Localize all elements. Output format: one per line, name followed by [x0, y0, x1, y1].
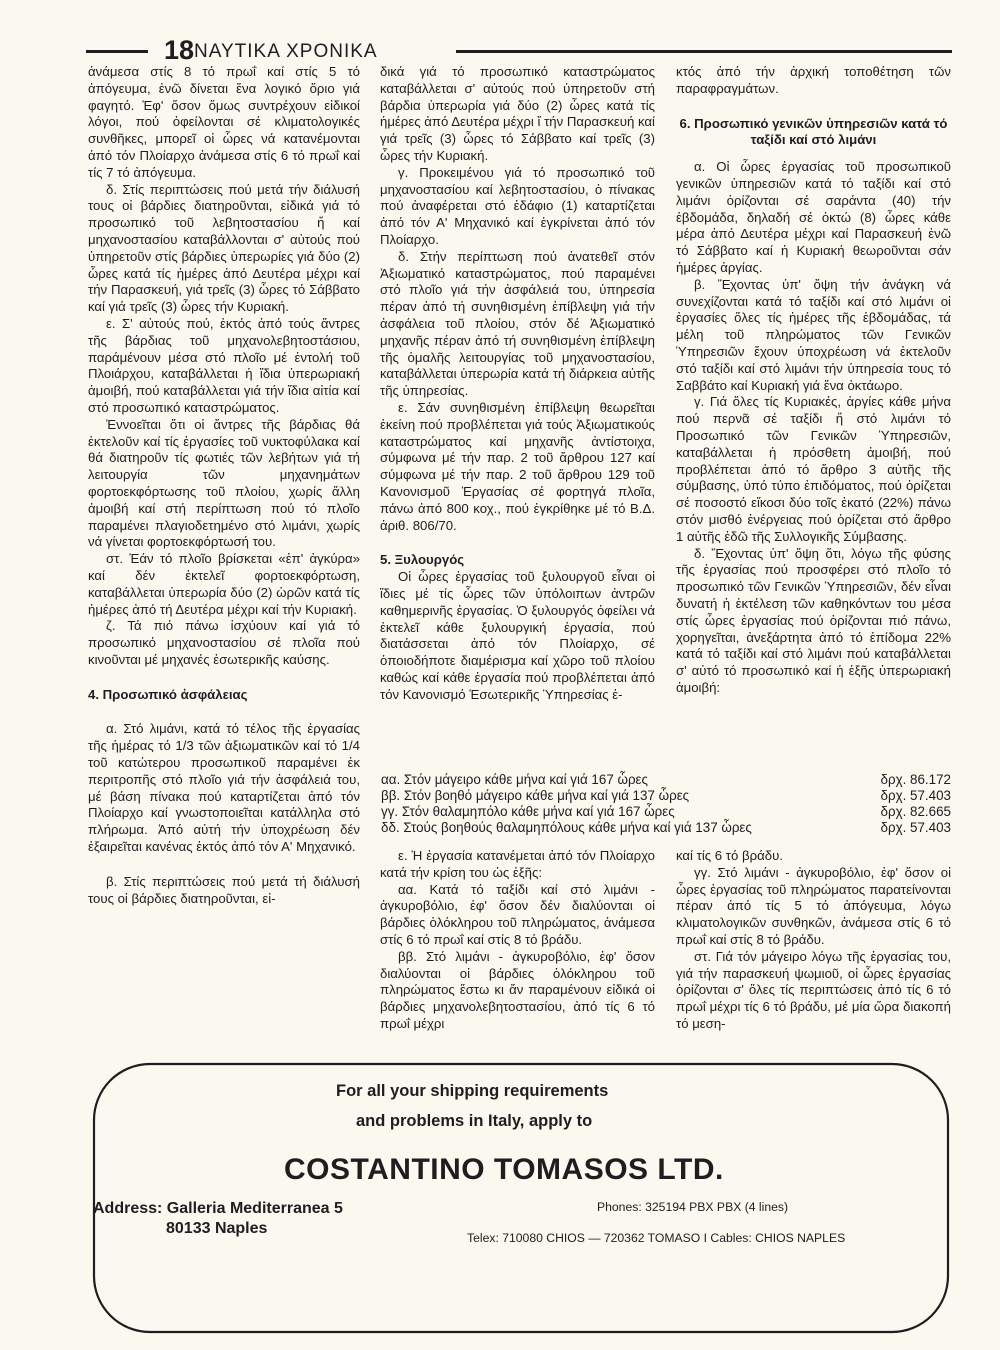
page-header [86, 36, 952, 66]
paragraph: β. Ἔχοντας ὑπ' ὄψη τήν ἀνάγκη νά συνεχίζονται κατά τό ταξίδι καί στό λιμάνι οἱ ἐργασίες ὅλες τίς ἡμέρες τῆς ἑβδομάδας, τά μέλη τοῦ πληρώματος τῶν Γενικῶν Ὑπηρεσιῶν ἔχουν ὑποχρέωση νά ἐκτελοῦν στό ταξίδι καί στό λιμάνι τήν ὑπηρεσία τους τό Σαββάτο καί Κυριακή γιά ἕνα ὀκτάωρο. [676, 276, 951, 393]
header-rule-right [456, 50, 952, 53]
wage-amount: δρχ. 57.403 [880, 788, 951, 803]
paragraph: ζ. Τά πιό πάνω ἰσχύουν καί γιά τό προσωπικό μηχανοστασίου σέ πλοῖα πού κινοῦνται μέ μηχανές ἐσωτερικῆς καύσης. [88, 618, 360, 667]
wage-table [381, 772, 951, 836]
wage-row [381, 804, 951, 820]
article-column-2 [380, 64, 655, 703]
section-heading-5: 5. Ξυλουργός [380, 552, 465, 568]
wage-row [381, 820, 951, 836]
paragraph: στ. Ἐάν τό πλοῖο βρίσκεται «ἐπ' ἀγκύρα» καί δέν ἐκτελεῖ φορτοεκφόρτωση, καταβάλλεται ὑπερωρία δύο (2) ὡρῶν κατά τίς ἡμέρες ἀπό τή Δευτέρα μέχρι καί τήν Κυριακή. [88, 551, 360, 617]
wage-label: αα. Στόν μάγειρο κάθε μήνα καί γιά 167 ὧρες [381, 772, 648, 787]
paragraph: κτός ἀπό τήν ἀρχική τοποθέτηση τῶν παραφραγμάτων. [676, 64, 951, 96]
ad-address: Address: Galleria Mediterranea 5 [93, 1200, 343, 1217]
wage-amount: δρχ. 57.403 [880, 820, 951, 835]
paragraph: ε. Σάν συνηθισμένη ἐπίβλεψη θεωρεῖται ἐκείνη πού προβλέπεται γιά τούς Ἀξιωματικούς καταστρώματος καί μηχανῆς ἀντίστοιχα, σύμφωνα μέ τήν παρ. 2 τοῦ ἄρθρου 127 καί σύμφωνα μέ τήν παρ. 2 τοῦ ἄρθρου 129 τοῦ Κανονισμοῦ Ἐργασίας σέ φορτηγά πλοῖα, πάνω ἀπό 800 κοχ., πού ἐγκρίθηκε μέ τό Β.Δ. ἀριθ. 806/70. [380, 399, 655, 533]
paragraph: δ. Στήν περίπτωση πού ἀνατεθεῖ στόν Ἀξιωματικό καταστρώματος, πού παραμένει στό πλοῖο γιά τήν ἀσφάλειά του, ὑπηρεσία πέραν ἀπό τή συνηθισμένη ἐπίβλεψη γιά τήν ἀσφάλεια τοῦ πλοίου, στόν δέ Ἀξιωματικό μηχανῆς πέραν ἀπό τή συνηθισμένη ἐπίβλεψη τῆς ὁμαλῆς λειτουργίας τοῦ μηχανοστασίου, καταβάλλεται ὑπερωρία κατά τή διάρκεια αὐτῆς τῆς ὑπηρεσίας. [380, 248, 655, 399]
ad-border [90, 1060, 952, 1336]
header-rule-left [86, 50, 148, 53]
paragraph: ε. Σ' αὐτούς πού, ἐκτός ἀπό τούς ἄντρες τῆς βάρδιας τοῦ μηχανολεβητοστάσιου, παράμένουν μέσα στό πλοῖο μέ ἐντολή τοῦ Πλοιάρχου, καταβάλλεται ἡ ἴδια ὑπερωριακή ἀμοιβή, πού καταβάλλεται γιά τήν ἴδια αἰτία καί στό προσωπικό καταστρώματος. [88, 315, 360, 415]
paragraph: ἀνάμεσα στίς 8 τό πρωΐ καί στίς 5 τό ἀπόγευμα, ἐνῶ δίνεται ἕνα λογικό ὅριο γιά φαγητό. Ἐφ' ὅσον ὅμως συντρέχουν εἰδικοί λόγοι, πού ὀφείλονται σέ κλιματολογικές συνθῆκες, μπορεῖ οἱ ὧρες νά κατανέμονται ἀπό τόν Πλοίαρχο ἀνάμεσα στίς 6 τό πρωΐ καί τίς 7 τό ἀπόγευμα. [88, 64, 360, 180]
paragraph: ε. Ἡ ἐργασία κατανέμεται ἀπό τόν Πλοίαρχο κατά τήν κρίση του ὡς ἑξῆς: [380, 848, 655, 880]
paragraph: δ. Στίς περιπτώσεις πού μετά τήν διάλυσή τους οἱ βάρδιες διατηροῦνται, εἰδικά γιά τό προσωπικό τοῦ λεβητοστασίου ἤ καί μηχανοστασίου καταβάλλονται σ' αὐτούς πού ὑπηρετοῦν στίς βάρδιες ὑπερωρίες γιά δύο (2) ὧρες κατά τίς ἡμέρες ἀπό Δευτέρα μέχρι καί τήν Παρασκευή, γιά τρεῖς (3) ὧρες τό Σάββατο καί γιά τρεῖς (3) ὧρες τήν Κυριακή. [88, 181, 360, 315]
ad-phones: Phones: 325194 PBX PBX (4 lines) [597, 1200, 789, 1214]
ad-telex: Telex: 710080 CHIOS — 720362 TOMASO I Cables: CHIOS NAPLES [467, 1231, 846, 1245]
paragraph: Οἱ ὧρες ἐργασίας τοῦ ξυλουργοῦ εἶναι οἱ ἴδιες μέ τίς ὧρες τῶν ὑπόλοιπων ἀντρῶν καθημερινῆς ἐργασίας. Ὁ ξυλουργός ὀφείλει νά ἐκτελεῖ κάθε ξυλουργική ἐργασία, πού διατάσσεται ἀπό τόν Πλοίαρχο, σέ ὁποιοδήποτε διαμέρισμα καί χῶρο τοῦ πλοίου καθώς καί κάθε ἐργασία πού προβλέπεται ἀπό τόν Κανονισμό Ἐσωτερικῆς Ὑπηρεσίας ἐ- [380, 569, 655, 702]
paragraph: β. Στίς περιπτώσεις πού μετά τή διάλυσή τους οἱ βάρδιες διατηροῦνται, εἰ- [88, 873, 360, 906]
article-column-3-bottom [676, 848, 951, 1033]
paragraph: καί τίς 6 τό βράδυ. [676, 848, 783, 863]
wage-label: δδ. Στούς βοηθούς θαλαμηπόλους κάθε μήνα καί γιά 137 ὧρες [381, 820, 752, 835]
paragraph: α. Στό λιμάνι, κατά τό τέλος τῆς ἐργασίας τῆς ἡμέρας τό 1/3 τῶν ἀξιωματικῶν καί τό 1/4 τοῦ κατώτερου προσωπικοῦ παραμένει ἐκ περιτροπῆς στό πλοῖο γιά τήν ἀσφάλειά του, μέ βάση πίνακα πού καταρτίζεται ἀπό τόν Πλοίαρχο καί γνωστοποιεῖται κατάλληλα στό πλήρωμα. Ἀπό αὐτή τήν ὑποχρέωση δέν ἐξαιρεῖται κανένας ἐκτός ἀπό τόν Α' Μηχανικό. [88, 721, 360, 855]
page-number: 18 [164, 35, 195, 65]
paragraph: γγ. Στό λιμάνι - ἀγκυροβόλιο, ἐφ' ὅσον οἱ ὧρες ἐργασίας τοῦ πληρώματος παρατείνονται πέραν ἀπό τίς 5 τό ἀπόγευμα, λόγω κλιματολογικῶν συνθηκῶν, ἀνάμεσα στίς 6 τό πρωΐ καί στίς 8 τό βράδυ. [676, 864, 951, 947]
paragraph: αα. Κατά τό ταξίδι καί στό λιμάνι - ἀγκυροβόλιο, ἐφ' ὅσον δέν διαλύονται οἱ βάρδιες ὁλόκληρου τοῦ πληρώματος, ἀνάμεσα στίς 6 τό πρωΐ καί στίς 8 τό βράδυ. [380, 881, 655, 947]
ad-tagline-1: For all your shipping requirements [336, 1082, 609, 1100]
advertisement [90, 1060, 952, 1336]
wage-row [381, 772, 951, 788]
wage-amount: δρχ. 82.665 [880, 804, 951, 819]
paragraph: Ἐννοεῖται ὅτι οἱ ἄντρες τῆς βάρδιας θά ἐκτελοῦν καί τίς ἐργασίες τοῦ νυκτοφύλακα καί θά διατηροῦν τίς φωτιές τῶν λεβήτων γιά τή λειτουργία τῶν μηχανημάτων φορτοεκφόρτωσης τοῦ πλοίου, χωρίς ἄλλη ἀμοιβή καί στή περίπτωση πού τό πλοῖο παραμένει πλαγιοδετημένο στό λιμάνι, χωρίς νά γίνεται φορτοεκφόρτωσή του. [88, 416, 360, 550]
article-column-2-bottom [380, 848, 655, 1033]
section-heading-4: 4. Προσωπικό ἀσφάλειας [88, 686, 248, 702]
paragraph: γ. Γιά ὅλες τίς Κυριακές, ἀργίες κάθε μήνα πού περνᾶ σέ ταξίδι ἤ στό λιμάνι τό Προσωπικό τῶν Γενικῶν Ὑπηρεσιῶν, καταβάλλεται ἡ πρόσθετη ἀμοιβή, πού προβλέπεται ἀπό τό ἄρθρο 3 αὐτῆς τῆς σύμβασης, ὑπό τύπο ἐπιδόματος, πού ὁρίζεται σέ ποσοστό εἴκοσι δύο τοῖς ἑκατό (22%) πάνω στόν μισθό ἐνέργειας πού ὁρίζεται στό ἄρθρο 1 αὐτῆς ἐδῶ τῆς Συλλογικῆς Σύμβασης. [676, 394, 951, 544]
publication-title: ΝΑΥΤΙΚΑ ΧΡΟΝΙΚΑ [194, 41, 378, 62]
article-column-1 [88, 64, 360, 907]
wage-label: γγ. Στόν θαλαμηπόλο κάθε μήνα καί γιά 167 ὧρες [381, 804, 675, 819]
paragraph: στ. Γιά τόν μάγειρο λόγω τῆς ἐργασίας του, γιά τήν παρασκευή ψωμιοῦ, οἱ ὧρες ἐργασίας ὁρίζονται σ' ὅλες τίς περιπτώσεις ἀπό τίς 6 τό πρωΐ μέχρι τίς 6 τό βράδυ, μέ μία ὥρα διακοπή τό μεση- [676, 948, 951, 1031]
wage-label: ββ. Στόν βοηθό μάγειρο κάθε μήνα καί γιά 137 ὧρες [381, 788, 690, 803]
wage-row [381, 788, 951, 804]
section-heading-6: 6. Προσωπικό γενικῶν ὑπηρεσιῶν κατά τό ταξίδι καί στό λιμάνι [679, 115, 948, 148]
ad-tagline-2: and problems in Italy, apply to [356, 1112, 593, 1130]
wage-amount: δρχ. 86.172 [880, 772, 951, 787]
paragraph: α. Οἱ ὧρες ἐργασίας τοῦ προσωπικοῦ γενικῶν ὑπηρεσιῶν κατά τό ταξίδι καί στό λιμάνι ὁρίζονται σέ σαράντα (40) τήν ἑβδομάδα, δηλαδή σέ ὀκτώ (8) ὧρες κάθε μέρα ἀπό Δευτέρα μέχρι καί Παρασκευή ἐνῶ τό Σάββατο καί ἡ Κυριακή θεωροῦνται σάν ἡμέρες ἀργίας. [676, 159, 951, 275]
paragraph: δικά γιά τό προσωπικό καταστρώματος καταβάλλεται σ' αὐτούς πού ὑπηρετοῦν στή βάρδια ὑπερωρία γιά δύο (2) ὧρες κατά τίς ἡμέρες ἀπό Δευτέρα μέχρι ἴ τήν Παρασκευή καί γιά τρεῖς (3) ὧρες τό Σάββατο καί τρεῖς (3) ὧρες τήν Κυριακή. [380, 64, 655, 163]
ad-company-name: COSTANTINO TOMASOS LTD. [284, 1153, 724, 1186]
paragraph: ββ. Στό λιμάνι - ἀγκυροβόλιο, ἐφ' ὅσον διαλύονται οἱ βάρδιες ὁλόκληρου τοῦ πληρώματος ἔστω κι ἄν παραμένουν εἰδικά οἱ βάρδιες μηχανολεβητοστασίου, ἀπό τίς 6 τό πρωΐ μέχρι [380, 948, 655, 1031]
paragraph: δ. Ἔχοντας ὑπ' ὄψη ὅτι, λόγω τῆς φύσης τῆς ἐργασίας πού προσφέρει στό πλοῖο τό προσωπικό τῶν Γενικῶν Ὑπηρεσιῶν, δέν εἶναι δυνατή ἡ ἐκτέλεση τῶν καθηκόντων του μέσα στίς ὧρες ἐργασίας πού ὁρίζονται πιό πάνω, χορηγεῖται, ἀνεξάρτητα ἀπό τό ἐπίδομα 22% κατά τό ταξίδι καί στό λιμάνι πού καταβάλλεται σ' αὐτό τό προσωπικό καί ἡ ἑξῆς ὑπερωριακή ἀμοιβή: [676, 545, 951, 695]
article-column-3 [676, 64, 951, 697]
paragraph: γ. Προκειμένου γιά τό προσωπικό τοῦ μηχανοστασίου καί λεβητοστασίου, ὁ πίνακας πού ἀναφέρεται στό ἐδάφιο (1) καταρτίζεται ἀπό τόν Α' Μηχανικό καί ἐγκρίνεται ἀπό τόν Πλοίαρχο. [380, 164, 655, 247]
ad-city: 80133 Naples [166, 1220, 268, 1237]
